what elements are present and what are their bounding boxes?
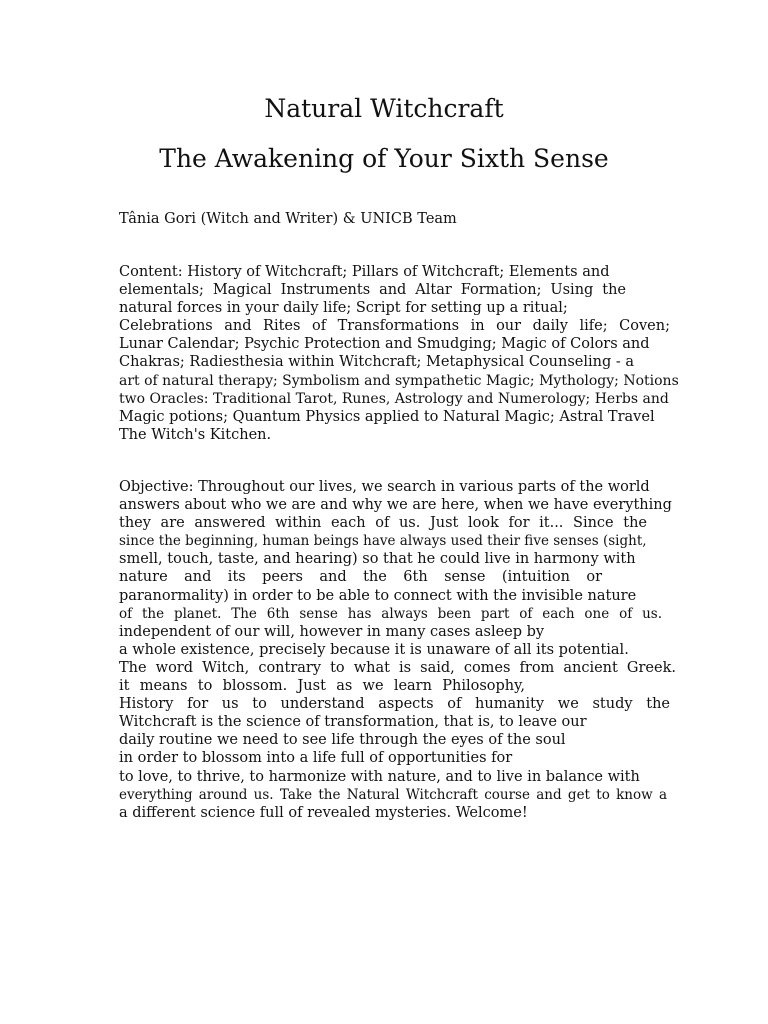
objective-line: Objective: Throughout our lives, we search in various parts of the world bbox=[119, 479, 650, 495]
objective-line: since the beginning, human beings have always used their five senses (sight, bbox=[119, 533, 647, 550]
content-line: Chakras; Radiesthesia within Witchcraft; Metaphysical Counseling - a bbox=[119, 354, 635, 371]
objective-line: a different science full of revealed mysteries. Welcome! bbox=[119, 804, 528, 821]
objective-line: The word Witch, contrary to what is said, comes from ancient Greek. bbox=[119, 659, 676, 676]
content-line: Magic potions; Quantum Physics applied to Natural Magic; Astral Travel bbox=[119, 408, 655, 425]
objective-line: it means to blossom. Just as we learn Philosophy, bbox=[119, 678, 525, 695]
document-title: Natural Witchcraft bbox=[264, 94, 504, 123]
objective-line: of the planet. The 6th sense has always been part of each one of us. bbox=[119, 605, 662, 622]
objective-line: independent of our will, however in many cases asleep by bbox=[119, 623, 545, 640]
content-line: natural forces in your daily life; Script for setting up a ritual; bbox=[119, 300, 568, 317]
objective-line: answers about who we are and why we are here, when we have everything bbox=[119, 497, 672, 514]
objective-line: to love, to thrive, to harmonize with nature, and to live in balance with bbox=[119, 768, 640, 785]
objective-line: History for us to understand aspects of humanity we study the bbox=[119, 696, 670, 713]
document-subtitle: The Awakening of Your Sixth Sense bbox=[159, 144, 609, 173]
objective-line: everything around us. Take the Natural Witchcraft course and get to know a bbox=[119, 786, 667, 803]
content-line: Celebrations and Rites of Transformations in our daily life; Coven; bbox=[119, 318, 670, 335]
content-line: two Oracles: Traditional Tarot, Runes, Astrology and Numerology; Herbs and bbox=[119, 390, 669, 407]
objective-line: Witchcraft is the science of transformation, that is, to leave our bbox=[119, 714, 587, 731]
objective-line: they are answered within each of us. Just look for it... Since the bbox=[119, 515, 647, 532]
author-line: Tânia Gori (Witch and Writer) & UNICB Team bbox=[119, 211, 457, 227]
content-line: The Witch's Kitchen. bbox=[119, 426, 272, 443]
content-line: Lunar Calendar; Psychic Protection and Smudging; Magic of Colors and bbox=[119, 336, 650, 353]
objective-line: paranormality) in order to be able to connect with the invisible nature bbox=[119, 587, 637, 604]
content-line: Content: History of Witchcraft; Pillars of Witchcraft; Elements and bbox=[119, 264, 610, 280]
content-line: art of natural therapy; Symbolism and sympathetic Magic; Mythology; Notions bbox=[119, 372, 679, 389]
objective-line: smell, touch, taste, and hearing) so that he could live in harmony with bbox=[119, 551, 636, 568]
objective-line: daily routine we need to see life through the eyes of the soul bbox=[119, 732, 566, 749]
objective-line: a whole existence, precisely because it is unaware of all its potential. bbox=[119, 641, 629, 658]
content-line: elementals; Magical Instruments and Altar Formation; Using the bbox=[119, 282, 626, 299]
objective-line: in order to blossom into a life full of opportunities for bbox=[119, 750, 513, 767]
objective-line: nature and its peers and the 6th sense (intuition or bbox=[119, 569, 602, 586]
objective-paragraph bbox=[119, 478, 676, 822]
content-paragraph bbox=[119, 263, 679, 444]
